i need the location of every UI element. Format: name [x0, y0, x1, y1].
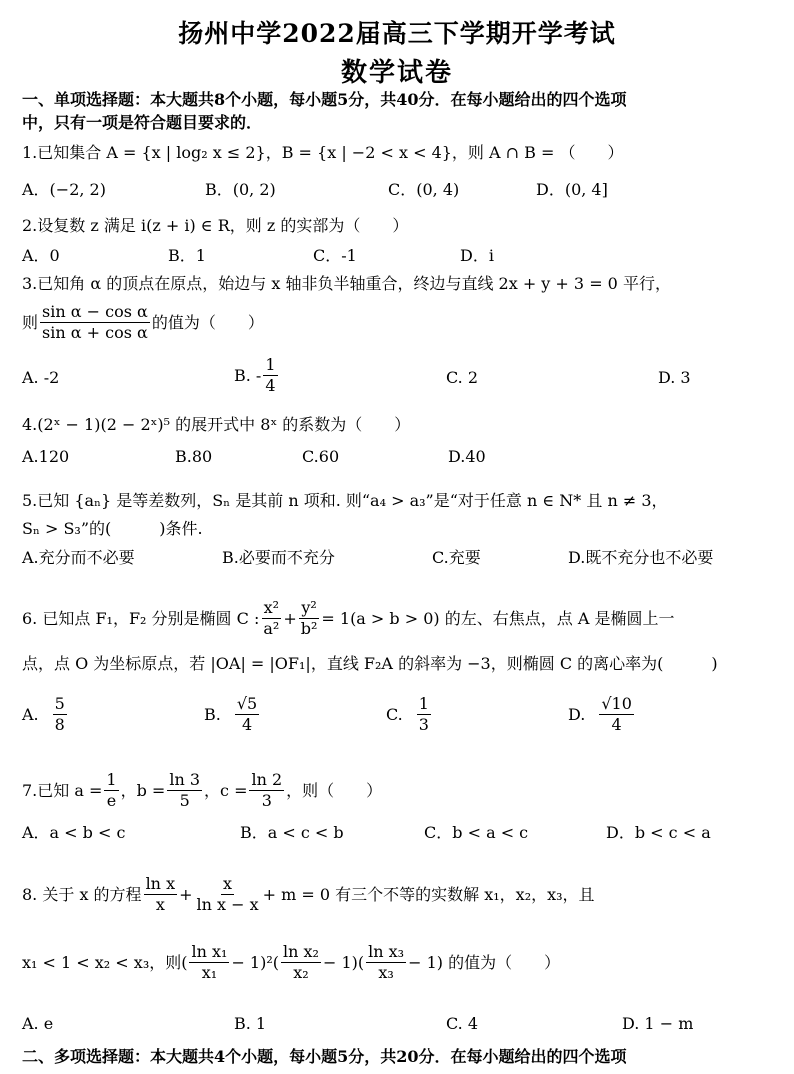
q6-option-c-fraction — [417, 694, 431, 735]
q3-stem-line2 — [22, 302, 264, 343]
q6-option-c — [386, 694, 433, 735]
q1-option-d: D．(0, 4] — [536, 180, 608, 199]
q6-option-d-label: D. — [568, 704, 586, 724]
q6-option-d-numerator: √10 — [601, 694, 632, 713]
section1-heading-cont: 中，只有一项是符合题目要求的． — [22, 113, 263, 132]
q6-option-b-fraction — [235, 694, 259, 735]
q8-fraction-1 — [144, 874, 178, 915]
q1-option-a: A．(−2, 2) — [22, 180, 106, 199]
q8-option-a: A. e — [22, 1014, 54, 1033]
q6-option-a-fraction — [53, 694, 67, 735]
q3-stem-suffix: 的值为（ ） — [151, 312, 264, 332]
q3-stem: 3.已知角 α 的顶点在原点，始边与 x 轴非负半轴重合，终边与直线 2x + y + 3 = 0 平行， — [22, 274, 671, 293]
q4-option-c: C.60 — [302, 447, 340, 466]
section2-heading: 二、多项选择题：本大题共4个小题，每小题5分，共20分．在每小题给出的四个选项 — [22, 1047, 627, 1066]
q6-option-a — [22, 694, 69, 735]
q8-suffix: + m = 0 有三个不等的实数解 x₁，x₂，x₃，且 — [262, 884, 595, 904]
q6-option-b-label: B. — [204, 704, 221, 724]
q2-option-c: C．-1 — [313, 246, 357, 265]
q8-g1-numerator: ln x₁ — [191, 942, 228, 961]
q3-option-d: D. 3 — [658, 368, 691, 387]
q6-option-c-label: C. — [386, 704, 403, 724]
q3-option-a: A. -2 — [22, 368, 60, 387]
q3-option-b-numerator: 1 — [265, 355, 276, 374]
q7-option-a: A．a < b < c — [22, 823, 126, 842]
q5-stem: 5.已知 {aₙ} 是等差数列，Sₙ 是其前 n 项和. 则“a₄ > a₃”是“对于任意 n ∈ N* 且 n ≠ 3， — [22, 491, 668, 510]
q7-stem — [22, 770, 382, 811]
q8-line2-prefix: x₁ < 1 < x₂ < x₃，则( — [22, 952, 188, 972]
q6-option-d-denominator: 4 — [611, 715, 622, 734]
q5-option-d: D.既不充分也不必要 — [568, 548, 714, 567]
q3-fraction-numerator: sin α − cos α — [42, 302, 148, 321]
q7-mid2: ，c = — [204, 780, 248, 800]
q6-fraction-y-denominator: b² — [300, 619, 318, 638]
q6-option-c-denominator: 3 — [418, 715, 429, 734]
q8-g3-denominator: x₃ — [378, 963, 394, 982]
q6-option-a-label: A. — [22, 704, 39, 724]
q6-stem-line2: 点，点 O 为坐标原点，若 |OA| = |OF₁|，直线 F₂A 的斜率为 −3，则椭圆 C 的离心率为( ) — [22, 654, 718, 673]
q7-option-b: B．a < c < b — [240, 823, 344, 842]
q8-g3-numerator: ln x₃ — [368, 942, 405, 961]
q1-option-c: C．(0, 4) — [388, 180, 460, 199]
exam-subtitle: 数学试卷 — [340, 58, 453, 88]
q6-stem-prefix: 6. 已知点 F₁，F₂ 分别是椭圆 C : — [22, 608, 260, 628]
q1-option-b: B．(0, 2) — [205, 180, 276, 199]
q6-fraction-y-numerator: y² — [301, 598, 317, 617]
q5-option-c: C.充要 — [432, 548, 481, 567]
q4-stem: 4.(2ˣ − 1)(2 − 2ˣ)⁵ 的展开式中 8ˣ 的系数为（ ） — [22, 415, 411, 434]
q3-option-c: C. 2 — [446, 368, 479, 387]
q8-fraction-1-numerator: ln x — [145, 874, 176, 893]
q2-option-b: B．1 — [168, 246, 206, 265]
q5-option-a: A.充分而不必要 — [22, 548, 135, 567]
q6-option-a-numerator: 5 — [54, 694, 65, 713]
q6-option-d-fraction — [599, 694, 634, 735]
q8-g1-denominator: x₁ — [201, 963, 218, 982]
q7-fraction-b — [167, 770, 202, 811]
q8-fraction-2 — [195, 874, 261, 915]
exam-title: 扬州中学2022届高三下学期开学考试 — [178, 19, 616, 48]
q6-stem — [22, 598, 674, 639]
q8-option-c: C. 4 — [446, 1014, 479, 1033]
q7-fraction-b-denominator: 5 — [179, 791, 190, 810]
q8-g1-tail: − 1)²( — [231, 952, 280, 972]
q8-g2-numerator: ln x₂ — [283, 942, 319, 961]
q7-fraction-a-denominator: e — [106, 791, 117, 810]
q6-fraction-y — [299, 598, 320, 639]
q2-stem: 2.设复数 z 满足 i(z + i) ∈ R，则 z 的实部为（ ） — [22, 216, 409, 235]
q6-fraction-x-numerator: x² — [263, 598, 280, 617]
q6-option-b-numerator: √5 — [236, 694, 258, 713]
q6-option-c-numerator: 1 — [418, 694, 429, 713]
q3-option-b-label: B. - — [234, 365, 262, 385]
q6-stem-suffix: = 1(a > b > 0) 的左、右焦点，点 A 是椭圆上一 — [321, 608, 675, 628]
q4-option-a: A.120 — [22, 447, 70, 466]
q7-fraction-c — [249, 770, 284, 811]
q8-g3-tail: − 1) 的值为（ ） — [408, 952, 561, 972]
q3-fraction-denominator: sin α + cos α — [42, 323, 148, 342]
q4-option-b: B.80 — [175, 447, 213, 466]
q6-plus: + — [283, 608, 297, 628]
q8-option-d: D. 1 − m — [622, 1014, 694, 1033]
q8-g2-tail: − 1)( — [322, 952, 365, 972]
q8-g2-denominator: x₂ — [293, 963, 309, 982]
q7-option-c: C．b < a < c — [424, 823, 529, 842]
q7-prefix: 7.已知 a = — [22, 780, 103, 800]
q7-fraction-c-denominator: 3 — [261, 791, 272, 810]
q7-fraction-b-numerator: ln 3 — [169, 770, 201, 789]
q5-stem-line2: Sₙ > S₃”的( )条件. — [22, 519, 203, 538]
q6-option-b — [204, 694, 261, 735]
q2-option-a: A．0 — [22, 246, 60, 265]
q2-option-d: D．i — [460, 246, 494, 265]
q6-option-b-denominator: 4 — [241, 715, 253, 734]
q4-option-d: D.40 — [448, 447, 486, 466]
q8-stem-line2 — [22, 942, 560, 983]
q3-option-b-denominator: 4 — [265, 376, 276, 395]
q1-stem: 1.已知集合 A = {x | log₂ x ≤ 2}，B = {x | −2 < x < 4}，则 A ∩ B = （ ） — [22, 143, 624, 162]
q3-option-b-fraction — [263, 355, 277, 396]
q8-stem — [22, 874, 595, 915]
section1-heading: 一、单项选择题：本大题共8个小题，每小题5分，共40分．在每小题给出的四个选项 — [22, 90, 627, 109]
q6-fraction-x-denominator: a² — [263, 619, 280, 638]
q7-fraction-a — [104, 770, 118, 811]
q6-option-a-denominator: 8 — [54, 715, 65, 734]
q8-g2 — [281, 942, 321, 983]
q7-mid1: ，b = — [120, 780, 166, 800]
q3-option-b — [234, 355, 280, 396]
q6-option-d — [568, 694, 636, 735]
q7-fraction-c-numerator: ln 2 — [251, 770, 283, 789]
q8-prefix: 8. 关于 x 的方程 — [22, 884, 142, 904]
q3-fraction — [40, 302, 150, 343]
q6-fraction-x — [261, 598, 281, 639]
q8-g3 — [366, 942, 406, 983]
q7-option-d: D．b < c < a — [606, 823, 711, 842]
q8-plus: + — [179, 884, 193, 904]
q5-option-b: B.必要而不充分 — [222, 548, 335, 567]
q7-fraction-a-numerator: 1 — [106, 770, 117, 789]
q8-fraction-1-denominator: x — [155, 895, 165, 914]
q8-fraction-2-denominator: ln x − x — [196, 895, 259, 914]
q3-stem-prefix: 则 — [22, 312, 39, 332]
q8-fraction-2-numerator: x — [223, 874, 233, 893]
q7-suffix: ，则（ ） — [286, 780, 383, 800]
q8-option-b: B. 1 — [234, 1014, 267, 1033]
q8-g1 — [189, 942, 229, 983]
